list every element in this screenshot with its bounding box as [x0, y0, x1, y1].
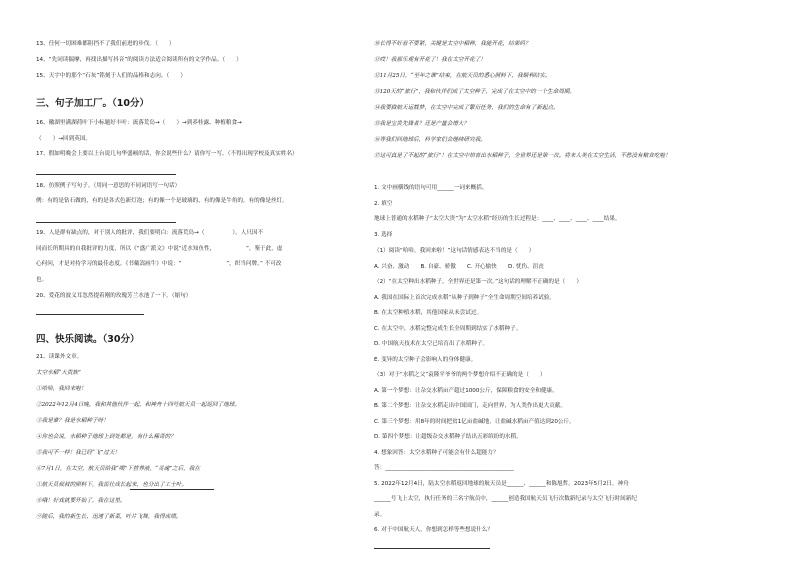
reading-q3-3: （3）对于“水稻之父”袁隆平爷爷的两个梦想介绍不正确的是（ ） [374, 372, 546, 378]
reading-q3-1: （1）阅读“哈哈，我回来啦！”这句话情感表达不当的是（ ） [374, 248, 535, 254]
story-paragraph-6: ⑥7月1日，在太空，航天员给我“喝”下营养液，“灵魂”之后，我在 [36, 466, 200, 472]
section-3-title: 三、句子加工厂。（10分） [36, 98, 149, 109]
reading-q6: 6. 对于中国航天人，你想到怎样等些想说什么？ [374, 527, 493, 533]
reading-q4-answer[interactable]: 答：______________________________________________ [374, 465, 514, 471]
story-paragraph-16: ⑯等我们回地球后，科学家们会继续研究我。 [374, 137, 486, 143]
section-4-title: 四、快乐阅读。（30分） [36, 334, 140, 345]
question-19-line3: 心何问，才是对持学习的最佳态度。《书戴嵩画牛》中说：“ ”，织当问牌。” 不可改 [36, 261, 282, 267]
reading-q5: 5. 2022年12月4日，陆太空水稻返回地球的航天员是______、______和陈旭哲。2023年5月2日，神舟 [374, 481, 629, 487]
question-17: 17、假如明晚会上要以上台说几句华盛顿的话，你会说些什么？请你写一写。（不得出现学校及真实姓名） [36, 151, 298, 157]
reading-q3-2-option-d: D. 中国航天技术在太空已培育出了水稻种子。 [374, 341, 489, 347]
reading-q2: 2. 填空 [374, 201, 393, 207]
question-18-example: 例：有的是钻石做的，有的是各式色新灯泡；有的像一个是玻璃的，有的像是牛角的，有的像是丝灯。 [36, 198, 288, 204]
story-paragraph-10: ⑩长得不好看不要紧，关键是太空中稻种，我能开花，结果吗？ [374, 41, 531, 47]
reading-q3-1-options: A. 兴奋、激动 B. 自豪、骄傲 C. 开心愉快 D. 忧伤、沮丧 [374, 264, 544, 270]
reading-q3-3-option-d: D. 第四个梦想：让超级杂交水稻种子结出五彩缤纷的水稻。 [374, 434, 522, 440]
question-19-line2: 同而长所期具的自我批评的力度，所以《“盛广派文》中说“近水知鱼性， ”。鉴于此，虚 [36, 246, 283, 252]
reading-q5-line2: ______号飞上太空，执行任务的三名宇航员中，______创造我国航天员飞行次数新纪录与太空飞行时间新纪 [374, 496, 637, 502]
reading-q2-text: 地球上普通的水稻种子“太空大贵”为“太空水稻”经历的生长过程是：____、____、____、____结果。 [374, 216, 621, 222]
story-title: 太空水稻“大贵族” [36, 370, 81, 376]
answer-line-q6[interactable] [374, 548, 490, 549]
reading-q3: 3. 选择 [374, 232, 393, 238]
story-paragraph-3: ③我是谁？我是水稻种子呀！ [36, 418, 109, 424]
reading-q3-3-option-c: C. 第三个梦想：用8年的时间把贫1亿亩盐碱地，让盐碱水稻亩产值达到20公斤。 [374, 419, 575, 425]
story-paragraph-4: ④你也会说，水稻种子地球上到处都是，有什么稀奇的？ [36, 434, 176, 440]
reading-q3-2: （2）“在太空种出水稻种子，全世界还是第一次。”这句话的理解不正确的是（ ） [374, 279, 582, 285]
question-20: 20、爱花的波义耳忽然提着刚的玫瑰芳兰水池了一下。（缩句） [36, 293, 192, 299]
question-15: 15、天宇中的那个“石灰”铭刻于人们的品格和志向。（ ） [36, 73, 186, 79]
story-paragraph-9: ⑨随后，我的新生长，迅速了新菜，叶片飞舞，我得成绩。 [36, 514, 182, 520]
story-paragraph-8: ⑧哦！好戏就要开始了，我在这里。 [36, 498, 126, 504]
reading-q3-2-option-e: E. 变异的太空种子会影响人的身体健康。 [374, 357, 477, 363]
reading-q3-3-option-a: A. 第一个梦想：让杂交水稻亩产超过1000公斤，保障粮食的安全和健康。 [374, 388, 558, 394]
reading-q3-2-option-c: C. 在太空中，水稻完整完成生长全周期到结实了水稻种子。 [374, 326, 522, 332]
question-16: 16、徽湖里满湖荷叶下小标题好丰叶：流落荒岛→（ ）→到养桂露、种植粮食→ [36, 120, 242, 126]
question-14: 14、“先同读揣摩，再找出描写抖音”的阅读方法适合阅读所有的文学作品。（ ） [36, 57, 242, 63]
question-19: 19、人是群有缺点的，对于别人的批评，我们要明白：流落荒岛→（ ）。人只因不 [36, 230, 264, 236]
reading-q3-3-option-b: B. 第二个梦想：让杂交水稻走出中国国门，走向世界，为人类作出更大贡献。 [374, 403, 566, 409]
story-paragraph-2: ②2022年12月4日晚，我和其他伙伴一起，和神舟十四号航天员一起返回了地球。 [36, 402, 240, 408]
question-16-cont: （ ）→回到英国。 [36, 136, 92, 142]
story-paragraph-15: ⑮我是宝贵先锋者？还是产量会增大？ [374, 121, 470, 127]
story-paragraph-11: ⑪哎！我那乐观有开花了！我在太空开花了！ [374, 57, 486, 63]
story-paragraph-14: ⑭我要做航天运载梦，在太空中完成了繁衍任务，我们的生命有了新起点。 [374, 105, 559, 111]
question-13: 13、任何一切困难都阻挡不了我们前进的步伐。（ ） [36, 41, 175, 47]
story-paragraph-13: ⑬120天的“旅行”，我和伙伴们成了太空种子，完成了在太空中的一个生命周期。 [374, 89, 575, 95]
answer-line-18[interactable] [36, 222, 176, 223]
underline-sentence [130, 489, 214, 490]
story-paragraph-12: ⑫11月25日，“至年之谁”结束，在航天员的悉心照料下，我顺利结实。 [374, 73, 551, 79]
answer-line-17[interactable] [36, 174, 176, 175]
reading-q1: 1. 文中画横线的语句可用______一词来概括。 [374, 185, 488, 191]
story-paragraph-7: ①航天员叔叔的照料下，我茁壮成长起来，也分出了工士叶。 [36, 482, 188, 488]
reading-q5-line3: 录。 [374, 512, 386, 518]
story-paragraph-17: ⑰这可真是了不起的“旅行”！在太空中培育出水稻种子，全世界还是第一次。将来人类在太空生活，不愁没有粮食吃啦！ [374, 153, 671, 159]
reading-q4: 4. 想象回答：太空水稻种子可能会有什么超能力？ [374, 450, 499, 456]
answer-line-20[interactable] [36, 314, 144, 315]
reading-q3-2-option-b: B. 在太空种植水稻，其他国家从未尝试过。 [374, 310, 483, 316]
question-19-line4: 也。 [36, 277, 48, 283]
reading-q3-2-option-a: A. 我国在国际上首次完成水稻“从种子到种子”全生命周期空间培养试验。 [374, 295, 555, 301]
question-21: 21、读课外文章。 [36, 354, 83, 360]
story-paragraph-5: ⑤我可不一样！我已经“飞”过天！ [36, 450, 121, 456]
story-paragraph-1: ①哈哈，我回来啦！ [36, 386, 87, 392]
question-18: 18、仿照例子写句子。（用同一意思的不同词语写一句话） [36, 183, 181, 189]
